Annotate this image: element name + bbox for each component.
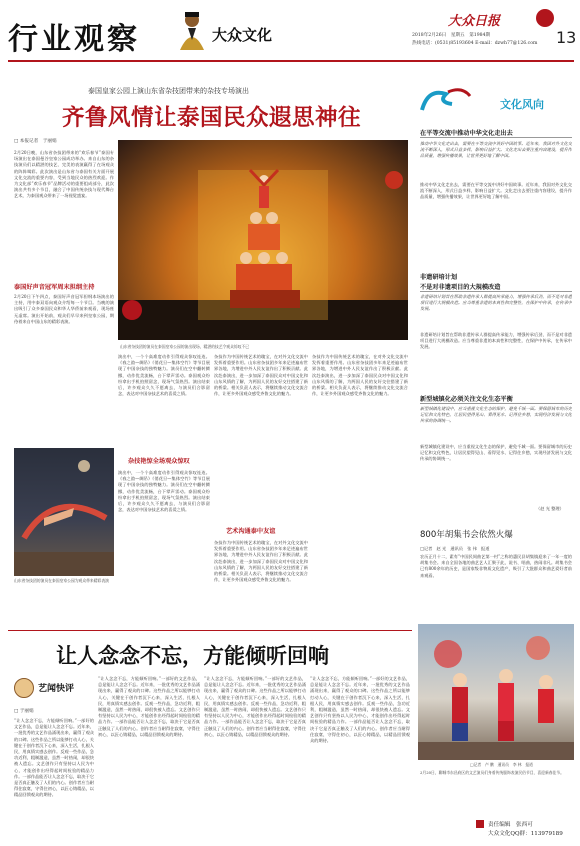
masthead [8, 6, 577, 58]
article-kicker: 泰国皇家公园上演山东省杂技团带来的杂技专场演出 [88, 87, 249, 95]
photo4-byline: □记者 卢 鹏 通讯员 李 林 报道 [470, 762, 533, 767]
side-column-banner [418, 84, 574, 114]
paper-seal-icon [536, 9, 554, 27]
section-title: 行业观察 [8, 22, 140, 57]
side-head-2: 非遗研培计划 [420, 274, 458, 281]
side-text-3: 新型城镇化建设中，应当重视文化生态的保护，避免千城一面。要保留城市的历史记忆和文化特色，让居民望得见山、看得见水、记得住乡愁，实现经济发展与文化传承的协调统一。 [420, 406, 572, 424]
side-text-2b: 非遗研培计划旨在帮助非遗传承人群提高传承能力，增强传承后劲，而不是对非遗项目进行大规模改造。应当尊重非遗的本真性和完整性，在保护中传承，在传承中发展。 [420, 332, 572, 350]
article-col2b: 演出中，一个个高难度动作引得观众惊叹连连。《春之韵—绸吊》《俏花旦—集体空竹》等节目展现了中国杂技的独特魅力。演员们在空中翻转腾挪，动作优美流畅，台下掌声雷动。泰国观众纷纷拿出手机拍照留念，现场气氛热烈。演出结束后，许多观众久久不愿离去，与演员们合影留念，表达对中国杂技艺术的喜爱之情。 [118, 470, 210, 513]
commentary-byline: □ 于丽娟 [14, 709, 34, 714]
editor-name: 责任编辑 张西可 [488, 822, 533, 828]
commentary-col4: “让人念念不忘，方能倾听回响。”一部好的文艺作品，总是能让人念念不忘。近年来，一批优秀的文艺作品涌现出来，赢得了观众的口碑。这些作品之所以能够打动人心，关键在于创作者沉下心来，深入生活，扎根人民，用真情实感去创作。反观一些作品，急功近利，粗制滥造，虽然一时热闹，却很快被人遗忘。文艺创作只有坚持以人民为中心，才能创作出经得起时间检验的精品力作。一部作品能否让人念念不忘，取决于它是否真正触及了人们的内心。创作者应当耐得住寂寞，守得住初心，以匠心铸精品，以精品回馈观众的期待。 [310, 676, 410, 744]
commentary-col1: “让人念念不忘，方能倾听回响。”一部好的文艺作品，总是能让人念念不忘。近年来，一批优秀的文艺作品涌现出来，赢得了观众的口碑。这些作品之所以能够打动人心，关键在于创作者沉下心来，深入生活，扎根人民，用真情实感去创作。反观一些作品，急功近利，粗制滥造，虽然一时热闹，却很快被人遗忘。文艺创作只有坚持以人民为中心，才能创作出经得起时间检验的精品力作。一部作品能否让人念念不忘，取决于它是否真正触及了人们的内心。创作者应当耐得住寂寞，守得住初心，以匠心铸精品，以精品回馈观众的期待。 [14, 718, 94, 798]
side-head-4: 800年胡集书会依然火爆 [420, 530, 513, 540]
photo2-caption: 山东省杂技团的演员在泰国皇家公园为观众带来精彩表演 [14, 578, 109, 583]
side-divider-3 [420, 403, 572, 404]
side-divider-1 [420, 137, 572, 138]
commentary-col3: “让人念念不忘，方能倾听回响。”一部好的文艺作品，总是能让人念念不忘。近年来，一批优秀的文艺作品涌现出来，赢得了观众的口碑。这些作品之所以能够打动人心，关键在于创作者沉下心来，深入生活，扎根人民，用真情实感去创作。反观一些作品，急功近利，粗制滥造，虽然一时热闹，却很快被人遗忘。文艺创作只有坚持以人民为中心，才能创作出经得起时间检验的精品力作。一部作品能否让人念念不忘，取决于它是否真正触及了人们的内心。创作者应当耐得住寂寞，守得住初心，以匠心铸精品，以精品回馈观众的期待。 [204, 676, 306, 737]
side-head-2b: 不是对非遗项目的大規模改造 [420, 284, 501, 291]
qq-group: 大众文化QQ群：113979189 [488, 831, 563, 837]
side-text-2: 非遗研培计划旨在帮助非遗传承人群提高传承能力，增强传承后劲，而不是对非遗项目进行大规模改造。应当尊重非遗的本真性和完整性，在保护中传承，在传承中发展。 [420, 294, 572, 312]
side-text-1b: 推动中华文化走出去，需要在平等交流中讲好中国故事。近年来，我国对外文化交流不断深入，形式日益多样，影响日益扩大。文化走出去要注重内容建设，提升作品质量，增强传播效果，让世界更好地了解中国。 [420, 182, 572, 200]
folk-performers-photo [418, 624, 574, 760]
paper-logo: 大众日报 [448, 14, 501, 29]
article-col1: 2月20日晚，山东省杂技团带来的“欢乐春节”泰国专场演出在泰国曼谷皇家公园成功举办。来自山东的杂技演员们以精湛的技艺、完美的表演赢得了在场观众的阵阵喝彩。此次演出是山东省与泰国有关方面开展文化交流的重要内容，受到当地民众的热烈欢迎。作为文化部“欢乐春节”品牌活动的重要组成部分，此次演出共有多个节目，融合了中国传统杂技与现代舞台艺术，为泰国观众带来了一场视觉盛宴。 [14, 150, 114, 199]
bottom-rule [8, 630, 412, 631]
figure-icon [176, 10, 208, 50]
article-col3a: 杂技作为中国传统艺术的瑰宝，在对外文化交流中发挥着重要作用。山东省杂技团多年来足迹遍布世界各地，为增进中外人民友谊作出了积极贡献。此次赴泰演出，进一步加深了泰国民众对中国文化和山东风情的了解，为两国人民的友好交往搭建了新的桥梁。相关负责人表示，将继续推动文化交流合作，让更多外国观众感受齐鲁文化的魅力。 [214, 354, 308, 397]
side-head-1: 在平等交流中推动中华文化走出去 [420, 130, 513, 137]
side-author: （赵 光 整理） [536, 506, 564, 511]
subhead-acrobat: 杂技艳惊全场观众惊叹 [128, 458, 190, 465]
page-number: 13 [556, 28, 577, 47]
subhead-friendship: 艺术沟通泰中友谊 [226, 528, 276, 535]
commentary-logo [14, 676, 94, 702]
editor-box [476, 818, 574, 840]
subsection-title: 大众文化 [212, 26, 273, 44]
side-divider-2 [420, 291, 572, 292]
article-col2a: 演出中，一个个高难度动作引得观众惊叹连连。《春之韵—绸吊》《俏花旦—集体空竹》等节目展现了中国杂技的独特魅力。演员们在空中翻转腾挪，动作优美流畅，台下掌声雷动。泰国观众纷纷拿出手机拍照留念，现场气氛热烈。演出结束后，许多观众久久不愿离去，与演员们合影留念，表达对中国杂技艺术的喜爱之情。 [118, 354, 210, 397]
bottom-headline: 让人念念不忘，方能倾听回响 [56, 644, 329, 668]
commentary-title: 艺闻快评 [38, 684, 75, 694]
header-rule [8, 60, 574, 62]
subhead-host: 泰国好声音冠军周末担纲主持 [14, 284, 95, 291]
article-col1b: 2月20日下午四点，泰国好声音冠军担纲本场演出的主持，用中泰双语向观众介绍每一个节目。当晚的演出吸引了众多泰国民众和华人华侨前来观看，现场座无虚席。演出开始前，观众们早早来到皇家公园，期待着来自中国山东的精彩表演。 [14, 294, 114, 324]
side-head-3: 新型城镇化必须关注文化生态平衡 [420, 396, 513, 403]
article-byline: □ 本报记者 于丽娟 [14, 139, 57, 144]
side-byline-4: □记者 赵 光 通讯员 张 伟 报道 [420, 546, 490, 551]
commentary-col2: “让人念念不忘，方能倾听回响。”一部好的文艺作品，总是能让人念念不忘。近年来，一批优秀的文艺作品涌现出来，赢得了观众的口碑。这些作品之所以能够打动人心，关键在于创作者沉下心来，深入生活，扎根人民，用真情实感去创作。反观一些作品，急功近利，粗制滥造，虽然一时热闹，却很快被人遗忘。文艺创作只有坚持以人民为中心，才能创作出经得起时间检验的精品力作。一部作品能否让人念念不忘，取决于它是否真正触及了人们的内心。创作者应当耐得住寂寞，守得住初心，以匠心铸精品，以精品回馈观众的期待。 [98, 676, 200, 737]
commentary-mascot-icon [14, 678, 34, 698]
photo4-caption: 2月20日，聊城市东昌府区的文艺演员们身着传统服饰表演民俗节目，喜迎新春佳节。 [420, 770, 564, 775]
side-text-4: 农历正月十二，素有“中国民间曲艺第一村”之称的惠民县胡集镇迎来了一年一度的胡集书会。来自全国各地的曲艺艺人汇聚于此，说书、唱曲，热闹非凡。胡集书会已有800余年的历史，是国家级非物质文化遗产，吸引了大批群众和曲艺爱好者前来观看。 [420, 554, 572, 578]
acrobat-photo-small [14, 448, 114, 576]
side-column-title: 文化风向 [500, 98, 544, 111]
contact-line: 热线电话：(0531)85193604 E-mail：dzwh77@126.com [412, 41, 538, 46]
article-col3b: 杂技作为中国传统艺术的瑰宝，在对外文化交流中发挥着重要作用。山东省杂技团多年来足迹遍布世界各地，为增进中外人民友谊作出了积极贡献。此次赴泰演出，进一步加深了泰国民众对中国文化和山东风情的了解，为两国人民的友好交往搭建了新的桥梁。相关负责人表示，将继续推动文化交流合作，让更多外国观众感受齐鲁文化的魅力。 [214, 540, 308, 583]
acrobat-main-photo [118, 140, 408, 340]
main-photo-caption: 山东省杂技团的演员在泰国皇家公园的演出现场，精湛的技艺令观众惊叹不已 [120, 344, 250, 349]
editor-icon [476, 820, 484, 828]
article-headline: 齐鲁风情让泰国民众遐思神往 [62, 105, 362, 131]
article-col4: 杂技作为中国传统艺术的瑰宝，在对外文化交流中发挥着重要作用。山东省杂技团多年来足迹遍布世界各地，为增进中外人民友谊作出了积极贡献。此次赴泰演出，进一步加深了泰国民众对中国文化和山东风情的了解，为两国人民的友好交往搭建了新的桥梁。相关负责人表示，将继续推动文化交流合作，让更多外国观众感受齐鲁文化的魅力。 [312, 354, 408, 397]
date-line: 2018年2月26日 星期五 第1984期 [412, 33, 491, 38]
side-text-3b: 新型城镇化建设中，应当重视文化生态的保护，避免千城一面。要保留城市的历史记忆和文化特色，让居民望得见山、看得见水、记得住乡愁，实现经济发展与文化传承的协调统一。 [420, 444, 572, 462]
side-text-1: 推动中华文化走出去，需要在平等交流中讲好中国故事。近年来，我国对外文化交流不断深入，形式日益多样，影响日益扩大。文化走出去要注重内容建设，提升作品质量，增强传播效果，让世界更好地了解中国。 [420, 141, 572, 159]
